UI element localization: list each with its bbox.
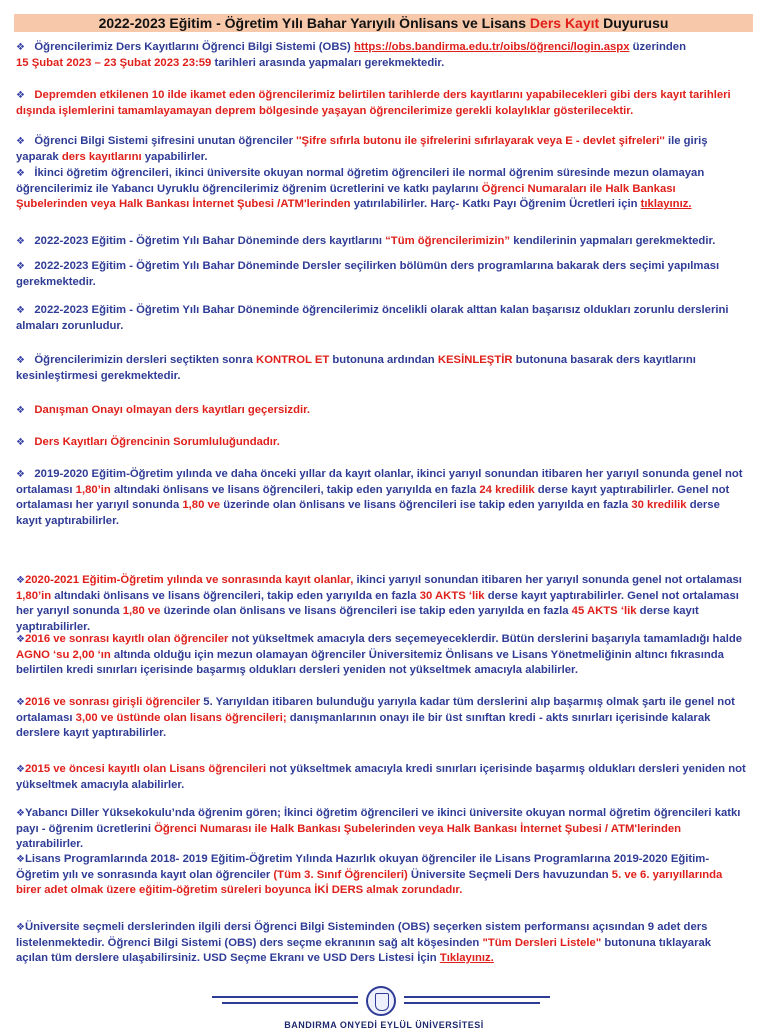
bullet-icon: ❖	[16, 764, 25, 775]
paragraph-failed-courses: ❖ 2022-2023 Eğitim - Öğretim Yılı Bahar Döneminde öğrencilerimiz öncelikli olarak alttan kalan başarısız oldukları zorunlu derslerini almaları zorunludur.	[16, 304, 729, 332]
bullet-icon: ❖	[16, 634, 25, 645]
bullet-icon: ❖	[16, 469, 25, 480]
paragraph-upper-class-courses: ❖2016 ve sonrası girişli öğrenciler 5. Yarıyıldan itibaren bulunduğu yarıyıla kadar tüm derslerini alıp başarmış olmak şartı ile genel not ortalaması 3,00 ve üstünde olan lisans öğrencileri; danışmanlarının onayı ile bir üst sınıftan kredi - akts sınırları içerisinde kalarak derslere kayıt yaptırabilirler.	[16, 696, 735, 739]
bullet-icon: ❖	[16, 90, 25, 101]
university-seal-icon	[366, 986, 396, 1016]
bullet-icon: ❖	[16, 355, 25, 366]
bullet-icon: ❖	[16, 437, 25, 448]
paragraph-confirm-buttons: ❖ Öğrencilerimizin dersleri seçtikten sonra KONTROL ET butonuna ardından KESİNLEŞTİR butonuna basarak ders kayıtlarını kesinleştirmesi gerekmektedir.	[16, 354, 696, 382]
bullet-icon: ❖	[16, 808, 25, 819]
bullet-icon: ❖	[16, 236, 25, 247]
footer-divider-left-bottom	[222, 1002, 358, 1004]
bullet-icon: ❖	[16, 922, 25, 933]
bullet-icon: ❖	[16, 42, 25, 53]
bullet-icon: ❖	[16, 854, 25, 865]
bullet-icon: ❖	[16, 168, 25, 179]
footer-divider-right-top	[404, 996, 550, 998]
bullet-icon: ❖	[16, 261, 25, 272]
paragraph-student-responsibility: ❖ Ders Kayıtları Öğrencinin Sorumluluğundadır.	[16, 436, 280, 448]
paragraph-grade-improvement-2016: ❖2016 ve sonrası kayıtlı olan öğrenciler not yükseltmek amacıyla ders seçemeyeceklerdir. Bütün derslerini başarıyla tamamladığı halde AGNO ‘su 2,00 ‘ın altında olduğu için mezun olamayan öğrenciler Üniversitemiz Önlisans ve Lisans Yönetmeliğinin altıncı fıkrasında belirtilen kredi sınırları içerisinde başarmış oldukları dersleri yeniden not yükseltmek amacıyla alabilirler.	[16, 633, 743, 676]
footer-university-name: BANDIRMA ONYEDİ EYLÜL ÜNİVERSİTESİ	[284, 1020, 484, 1030]
bullet-icon: ❖	[16, 575, 25, 586]
footer-divider-right-bottom	[404, 1002, 540, 1004]
usd-list-link[interactable]: Tıklayınız.	[439, 952, 494, 964]
paragraph-tuition-payment: ❖ İkinci öğretim öğrencileri, ikinci üniversite okuyan normal öğretim öğrencileri ile normal öğrenim süresinde mezun olamayan öğrencilerimiz ile Yabancı Uyruklu öğrencilerimiz öğrenim ücretlerini ve katkı paylarını Öğrenci Numaraları ile Halk Bankası Şubelerinden veya Halk Bankası İnternet Şubesi /ATM'lerinden yatırılabilirler. Harç- Katkı Payı Öğrenim Ücretleri için tıklayınız.	[16, 167, 705, 210]
page-title: 2022-2023 Eğitim - Öğretim Yılı Bahar Yarıyılı Önlisans ve Lisans Ders Kayıt Duyurusu	[14, 14, 753, 32]
paragraph-elective-courses: ❖Lisans Programlarında 2018- 2019 Eğitim-Öğretim Yılında Hazırlık okuyan öğrenciler ile Lisans Programlarına 2019-2020 Eğitim-Öğretim yılı ve sonrasında kayıt olan öğrenciler (Tüm 3. Sınıf Öğrencileri) Üniversite Seçmeli Ders havuzundan 5. ve 6. yarıyıllarında birer adet olmak üzere eğitim-öğretim süreleri boyunca İKİ DERS almak zorundadır.	[16, 853, 723, 896]
paragraph-akts-limits-2020: ❖2020-2021 Eğitim-Öğretim yılında ve sonrasında kayıt olanlar, ikinci yarıyıl sonundan itibaren her yarıyıl sonunda genel not ortalaması 1,80’in altındaki önlisans ve lisans öğrencileri, takip eden yarıyılda en fazla 30 AKTS ‘lik derse kayıt yaptırabilirler. Genel not ortalaması her yarıyıl sonunda 1,80 ve üzerinde olan önlisans ve lisans öğrencileri ise takip eden yarıyılda en fazla 45 AKTS ‘lik derse kayıt yaptırabilirler.	[16, 574, 742, 633]
paragraph-course-selection: ❖ 2022-2023 Eğitim - Öğretim Yılı Bahar Döneminde Dersler seçilirken bölümün ders programlarına bakarak ders seçimi yapılması gerekmektedir.	[16, 260, 720, 288]
paragraph-advisor-approval: ❖ Danışman Onayı olmayan ders kayıtları geçersizdir.	[16, 404, 311, 416]
paragraph-obs-registration: ❖ Öğrencilerimiz Ders Kayıtlarını Öğrenci Bilgi Sistemi (OBS) https://obs.bandirma.edu.tr/oibs/öğrenci/login.aspx üzerinden 15 Şubat 2023 – 23 Şubat 2023 23:59 tarihleri arasında yapmaları gerekmektedir.	[16, 41, 686, 69]
bullet-icon: ❖	[16, 697, 25, 708]
paragraph-usd-listing: ❖Üniversite seçmeli derslerinden ilgili dersi Öğrenci Bilgi Sisteminden (OBS) seçerken sistem performansı açısından 9 adet ders listelenmektedir. Öğrenci Bilgi Sistemi (OBS) ders seçme ekranının sağ alt köşesinden "Tüm Dersleri Listele" butonuna tıklayarak açılan tüm derslere ulaşabilirsiniz. USD Seçme Ekranı ve USD Ders Listesi İçin Tıklayınız.	[16, 921, 712, 964]
paragraph-language-school-fees: ❖Yabancı Diller Yüksekokulu’nda öğrenim gören; İkinci öğretim öğrencileri ve ikinci üniversite okuyan normal öğretim öğrencileri katkı payı - öğrenim ücretlerini Öğrenci Numarası ile Halk Bankası Şubelerinden veya Halk Bankası İnternet Şubesi / ATM'lerinden yatırabilirler.	[16, 807, 741, 850]
obs-login-link[interactable]: https://obs.bandirma.edu.tr/oibs/öğrenci/login.aspx	[353, 41, 630, 53]
tuition-fees-link[interactable]: tıklayınız.	[640, 198, 692, 210]
footer-divider-left-top	[212, 996, 358, 998]
bullet-icon: ❖	[16, 305, 25, 316]
paragraph-grade-improvement-2015: ❖2015 ve öncesi kayıtlı olan Lisans öğrencileri not yükseltmek amacıyla kredi sınırları içerisinde başarmış oldukları dersleri yeniden not yükseltmek amacıyla alabilirler.	[16, 763, 746, 791]
paragraph-credit-limits-2019: ❖ 2019-2020 Eğitim-Öğretim yılında ve daha önceki yıllar da kayıt olanlar, ikinci yarıyıl sonundan itibaren her yarıyıl sonunda genel not ortalaması 1,80’in altındaki önlisans ve lisans öğrencileri, takip eden yarıyılda en fazla 24 kredilik derse kayıt yaptırabilirler. Genel not ortalaması her yarıyıl sonunda 1,80 ve üzerinde olan önlisans ve lisans öğrencileri ise takip eden yarıyılda en fazla 30 kredilik derse kayıt yaptırabilirler.	[16, 468, 743, 527]
footer	[0, 982, 768, 1030]
paragraph-earthquake-notice: ❖ Depremden etkilenen 10 ilde ikamet eden öğrencilerimiz belirtilen tarihlerde ders kayıtlarını yapabilecekleri gibi ders kayıt tarihleri dışında işlemlerini tamamlayamayan deprem bölgesinde yaşayan öğrencilerimize gerekli kolaylıklar gösterilecektir.	[16, 89, 731, 117]
paragraph-password-reset: ❖ Öğrenci Bilgi Sistemi şifresini unutan öğrenciler ''Şifre sıfırla butonu ile şifrelerini sıfırlayarak veya E - devlet şifreleri'' ile giriş yaparak ders kayıtlarını yapabilirler.	[16, 135, 708, 163]
paragraph-all-students-register: ❖ 2022-2023 Eğitim - Öğretim Yılı Bahar Döneminde ders kayıtlarını “Tüm öğrencilerimizin” kendilerinin yapmaları gerekmektedir.	[16, 235, 716, 247]
bullet-icon: ❖	[16, 136, 25, 147]
bullet-icon: ❖	[16, 405, 25, 416]
